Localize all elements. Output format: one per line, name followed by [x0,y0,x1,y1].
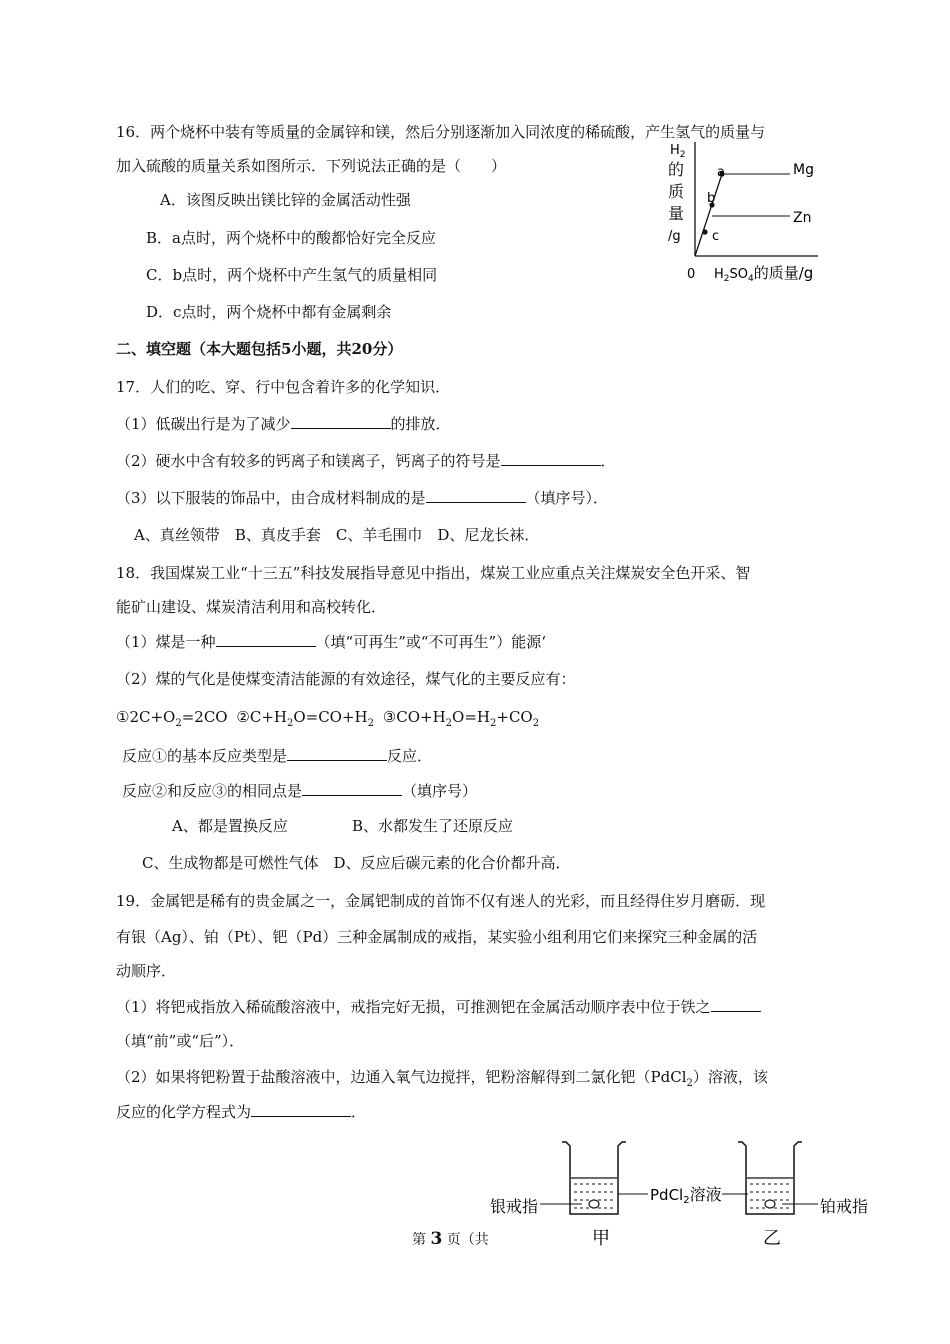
q19-part1: （1）将钯戒指放入稀硫酸溶液中，戒指完好无损，可推测钯在金属活动顺序表中位于铁之 [116,997,761,1017]
label-a: a [717,165,725,180]
label-zn: Zn [793,210,812,226]
page-footer: 第 3 页（共 [412,1229,489,1249]
origin-label: 0 [687,267,696,282]
label-mg: Mg [793,162,814,178]
q17-part2: （2）硬水中含有较多的钙离子和镁离子，钙离子的符号是 ． [116,452,616,470]
q18-blank1[interactable] [216,632,316,647]
y-label-de: 的 [668,160,685,179]
q19-blank1[interactable] [711,997,761,1012]
platinum-ring-label: 铂戒指 [820,1197,869,1216]
section2-heading: 二、填空题（本大题包括5小题，共20分） [116,340,403,358]
q16-option-d: D．c点时，两个烧杯中都有金属剩余 [146,303,392,321]
beakers-diagram [486,1136,886,1254]
q19-stem-line2: 有银（Ag）、铂（Pt）、钯（Pd）三种金属制成的戒指，某实验小组利用它们来探究三种金属的活 [116,928,758,946]
q19-blank2[interactable] [251,1102,351,1117]
y-label-h: $H_2$ [670,143,686,160]
q16-option-c: C．b点时，两个烧杯中产生氢气的质量相同 [146,266,438,284]
q18-equations: $①2C+O_2=2CO$ $②C+H_2O=CO+H_2$ $③CO+H_2O=H_2+CO_2$ [116,708,540,729]
label-c: c [712,229,720,244]
x-axis-label: $H_2SO_4$的质量/g [714,264,814,284]
silver-ring-icon [589,1200,599,1208]
q17-blank2[interactable] [501,451,601,466]
q18-stem-line1: 18．我国煤炭工业“十三五”科技发展指导意见中指出，煤炭工业应重点关注煤炭安全色开采、智 [116,564,751,582]
q16-option-a: A．该图反映出镁比锌的金属活动性强 [160,191,411,209]
q17-blank3[interactable] [426,488,526,503]
q18-reaction2: 反应②和反应③的相同点是 （填序号） [122,782,478,800]
q18-option-cd: C、生成物都是可燃性气体 D、反应后碳元素的化合价都升高． [142,854,571,872]
q16-stem-line1: 16．两个烧杯中装有等质量的金属锌和镁，然后分别逐渐加入同浓度的稀硫酸，产生氢气的质量与 [116,123,766,141]
q18-part1: （1）煤是一种 （填“可再生”或“不可再生”）能源‘ [116,633,546,651]
q17-stem: 17．人们的吃、穿、行中包含着许多的化学知识． [116,378,451,396]
q17-part1: （1）低碳出行是为了减少 的排放． [116,415,451,433]
beaker-jia [562,1142,626,1214]
q18-blank2[interactable] [287,746,387,761]
beaker-jia-label: 甲 [592,1228,610,1249]
q17-options: A、真丝领带 B、真皮手套 C、羊毛围巾 D、尼龙长袜． [134,526,540,544]
q18-stem-line2: 能矿山建设、煤炭清洁利用和高校转化． [116,598,387,616]
label-b: b [707,191,716,206]
q16-option-b: B．a点时，两个烧杯中的酸都恰好完全反应 [146,229,436,247]
q18-option-a: A、都是置换反应 [172,817,288,835]
q18-option-b: B、水都发生了还原反应 [352,817,514,835]
q19-stem-line1: 19．金属钯是稀有的贵金属之一，金属钯制成的首饰不仅有迷人的光彩，而且经得住岁月磨砺．现 [116,892,766,910]
point-c [702,229,707,234]
q19-part2-line2: 反应的化学方程式为 ． [116,1103,367,1121]
q16-stem-line2: 加入硫酸的质量关系如图所示．下列说法正确的是（ ） [116,157,507,175]
q19-stem-line3: 动顺序． [116,962,177,980]
y-label-zhi: 质 [668,182,685,201]
q18-reaction1: 反应①的基本反应类型是 反应． [122,747,433,765]
beaker-yi [738,1142,802,1214]
silver-ring-label: 银戒指 [490,1197,539,1216]
h2-mass-graph [660,138,840,288]
q19-part1-hint: （填“前”或“后”）． [116,1032,245,1050]
q18-blank3[interactable] [302,781,402,796]
solution-label: PdCl$_2$溶液 [650,1185,722,1206]
q18-part2: （2）煤的气化是使煤变清洁能源的有效途径，煤气化的主要反应有： [116,670,576,688]
y-label-liang: 量 [668,204,685,223]
y-label-unit: /g [668,229,681,244]
q17-part3: （3）以下服装的饰品中，由合成材料制成的是 （填序号）． [116,489,609,507]
q17-blank1[interactable] [291,414,391,429]
platinum-ring-icon [765,1200,775,1208]
beaker-yi-label: 乙 [763,1228,781,1249]
q19-part2: （2）如果将钯粉置于盐酸溶液中，边通入氧气边搅拌，钯粉溶解得到二氯化钯（PdCl$_2$）溶液，该 [116,1068,768,1089]
